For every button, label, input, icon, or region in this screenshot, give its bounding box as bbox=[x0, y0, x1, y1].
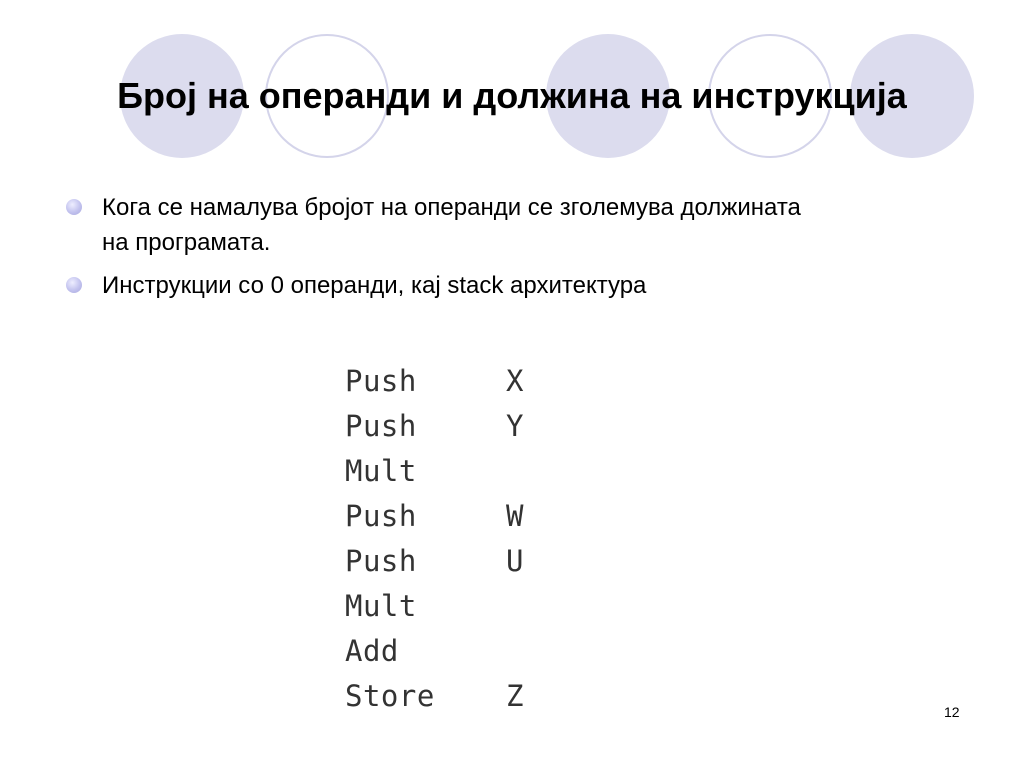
code-opcode: Push bbox=[345, 544, 417, 578]
bullet-item bbox=[62, 268, 822, 303]
code-line bbox=[345, 496, 524, 541]
bullet-text: Инструкции со 0 операнди, кај stack архитектура bbox=[102, 272, 647, 299]
code-opcode: Push bbox=[345, 409, 417, 443]
bullet-icon bbox=[66, 199, 82, 215]
code-line bbox=[345, 676, 524, 721]
code-opcode: Push bbox=[345, 364, 417, 398]
code-line bbox=[345, 406, 524, 451]
code-line bbox=[345, 361, 524, 406]
code-operand: Y bbox=[506, 409, 524, 443]
code-line bbox=[345, 541, 524, 586]
bullet-text: Кога се намалува бројот на операнди се зголемува должината на програмата. bbox=[102, 194, 801, 256]
code-opcode: Push bbox=[345, 499, 417, 533]
code-opcode: Mult bbox=[345, 454, 417, 488]
code-line bbox=[345, 631, 524, 676]
page-number: 12 bbox=[944, 704, 960, 720]
code-opcode: Store bbox=[345, 679, 435, 713]
code-opcode: Mult bbox=[345, 589, 417, 623]
code-line bbox=[345, 586, 524, 631]
code-operand: U bbox=[506, 544, 524, 578]
slide-title: Број на операнди и должина на инструкција bbox=[117, 75, 907, 116]
bullet-item bbox=[62, 190, 822, 260]
bullet-icon bbox=[66, 277, 82, 293]
code-operand: Z bbox=[506, 679, 524, 713]
bullet-list bbox=[62, 190, 822, 311]
code-line bbox=[345, 451, 524, 496]
code-opcode: Add bbox=[345, 634, 399, 668]
code-operand: X bbox=[506, 364, 524, 398]
code-listing bbox=[345, 361, 524, 721]
code-operand: W bbox=[506, 499, 524, 533]
